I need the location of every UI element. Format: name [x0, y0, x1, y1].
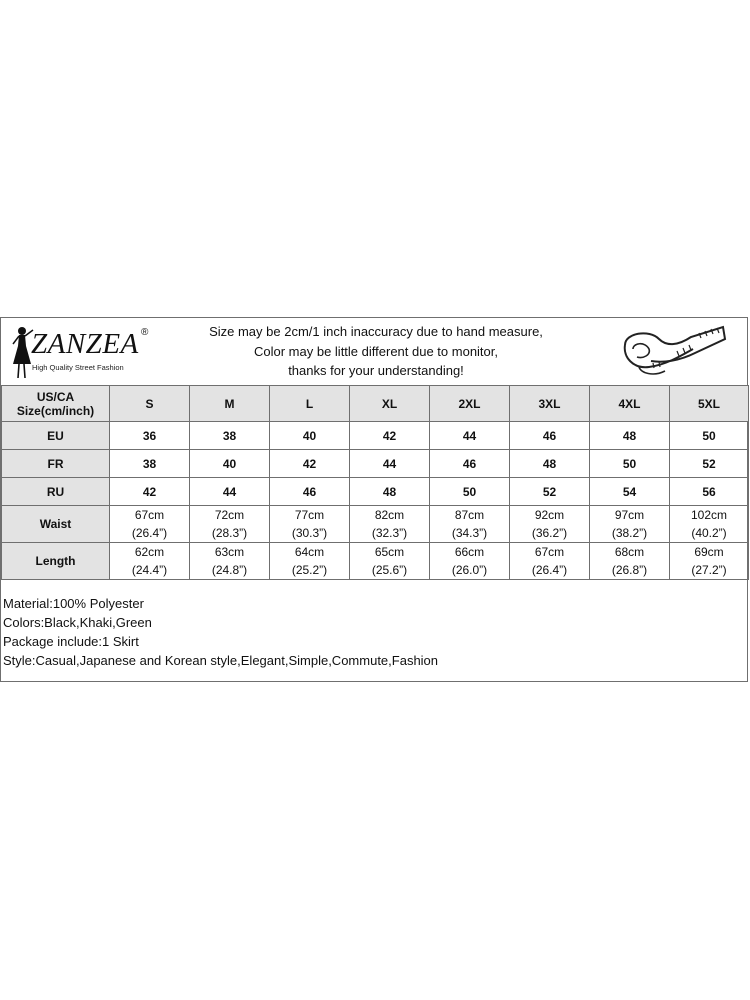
table-cell: 52	[510, 478, 590, 506]
table-cell	[510, 506, 590, 543]
inch-value: (34.3”)	[451, 526, 488, 540]
table-cell	[430, 506, 510, 543]
table-cell	[590, 543, 670, 580]
table-cell: 42	[270, 450, 350, 478]
inch-value: (24.4”)	[131, 563, 168, 577]
cm-value: 97cm	[614, 508, 645, 522]
size-chart-card	[0, 317, 748, 682]
measuring-tape-icon	[619, 323, 729, 381]
notice-line: thanks for your understanding!	[288, 363, 464, 378]
table-cell: 50	[430, 478, 510, 506]
size-header-cell: S	[110, 386, 190, 422]
cm-value: 64cm	[294, 545, 325, 559]
cm-value: 69cm	[694, 545, 724, 559]
row-label: FR	[2, 450, 110, 478]
row-label: Length	[2, 543, 110, 580]
product-info	[3, 594, 438, 670]
measurement-notice	[191, 322, 561, 381]
table-cell	[510, 543, 590, 580]
inch-value: (26.4”)	[531, 563, 568, 577]
chart-header	[1, 318, 747, 385]
table-cell: 40	[270, 422, 350, 450]
size-header-cell: 5XL	[670, 386, 749, 422]
table-cell	[270, 506, 350, 543]
table-cell	[190, 506, 270, 543]
inch-value: (25.2”)	[291, 563, 328, 577]
inch-value: (24.8”)	[211, 563, 248, 577]
table-cell: 48	[350, 478, 430, 506]
inch-value: (26.0”)	[451, 563, 488, 577]
registered-mark: ®	[141, 327, 149, 338]
table-cell	[430, 543, 510, 580]
table-cell: 46	[270, 478, 350, 506]
cm-value: 82cm	[374, 508, 405, 522]
table-cell: 50	[670, 422, 749, 450]
table-row	[2, 422, 749, 450]
table-cell	[350, 543, 430, 580]
inch-value: (32.3”)	[371, 526, 408, 540]
size-header-cell: L	[270, 386, 350, 422]
size-header-cell: 2XL	[430, 386, 510, 422]
table-cell: 44	[190, 478, 270, 506]
inch-value: (26.8”)	[611, 563, 648, 577]
table-cell: 56	[670, 478, 749, 506]
cm-value: 72cm	[214, 508, 245, 522]
size-table	[1, 385, 749, 580]
table-cell: 44	[430, 422, 510, 450]
table-cell: 38	[190, 422, 270, 450]
table-cell	[670, 543, 749, 580]
inch-value: (40.2”)	[691, 526, 727, 540]
table-cell	[110, 506, 190, 543]
table-cell: 42	[110, 478, 190, 506]
cm-value: 67cm	[534, 545, 565, 559]
table-row	[2, 506, 749, 543]
cm-value: 77cm	[294, 508, 325, 522]
table-cell: 48	[590, 422, 670, 450]
product-colors: Colors:Black,Khaki,Green	[3, 615, 152, 630]
table-cell: 46	[510, 422, 590, 450]
table-row	[2, 543, 749, 580]
table-cell: 42	[350, 422, 430, 450]
inch-value: (30.3”)	[291, 526, 328, 540]
product-material: Material:100% Polyester	[3, 596, 144, 611]
table-cell: 54	[590, 478, 670, 506]
cm-value: 66cm	[454, 545, 485, 559]
cm-value: 102cm	[690, 508, 728, 522]
cm-value: 65cm	[374, 545, 405, 559]
table-cell	[270, 543, 350, 580]
inch-value: (38.2”)	[611, 526, 648, 540]
cm-value: 92cm	[534, 508, 565, 522]
table-cell	[590, 506, 670, 543]
table-cell: 40	[190, 450, 270, 478]
product-package: Package include:1 Skirt	[3, 634, 139, 649]
table-cell	[190, 543, 270, 580]
size-header-cell: XL	[350, 386, 430, 422]
table-cell: 36	[110, 422, 190, 450]
cm-value: 87cm	[454, 508, 485, 522]
table-row	[2, 450, 749, 478]
inch-value: (26.4”)	[131, 526, 168, 540]
notice-line: Color may be little different due to monitor,	[254, 343, 498, 359]
inch-value: (27.2”)	[691, 563, 727, 577]
table-cell: 48	[510, 450, 590, 478]
inch-value: (28.3”)	[211, 526, 248, 540]
table-cell	[110, 543, 190, 580]
brand-tagline: High Quality Street Fashion	[32, 363, 124, 372]
product-style: Style:Casual,Japanese and Korean style,Elegant,Simple,Commute,Fashion	[3, 653, 439, 668]
cm-value: 63cm	[214, 545, 245, 559]
cm-value: 62cm	[134, 545, 165, 559]
size-header-cell: 4XL	[590, 386, 670, 422]
table-row	[2, 478, 749, 506]
size-system-label: US/CA Size(cm/inch)	[2, 386, 110, 422]
cm-value: 67cm	[134, 508, 165, 522]
size-header-cell: M	[190, 386, 270, 422]
table-cell: 52	[670, 450, 749, 478]
table-cell: 46	[430, 450, 510, 478]
table-cell: 50	[590, 450, 670, 478]
cm-value: 68cm	[614, 545, 645, 559]
row-label: RU	[2, 478, 110, 506]
brand-name: ZANZEA	[31, 328, 139, 360]
row-label: Waist	[2, 506, 110, 543]
table-cell: 38	[110, 450, 190, 478]
table-header-row	[2, 386, 749, 422]
table-cell	[670, 506, 749, 543]
table-cell: 44	[350, 450, 430, 478]
brand-logo	[7, 324, 157, 382]
row-label: EU	[2, 422, 110, 450]
notice-line: Size may be 2cm/1 inch inaccuracy due to hand measure,	[209, 324, 543, 339]
inch-value: (25.6”)	[371, 563, 408, 577]
inch-value: (36.2”)	[531, 526, 568, 540]
size-header-cell: 3XL	[510, 386, 590, 422]
table-cell	[350, 506, 430, 543]
